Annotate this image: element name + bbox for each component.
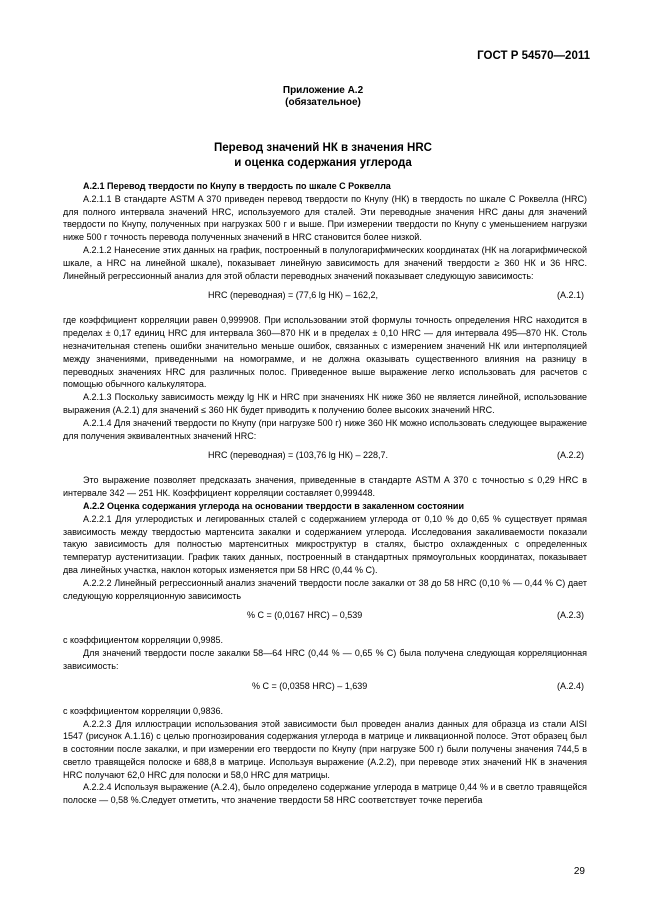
equation-formula: % C = (0,0358 HRC) – 1,639 [252,680,368,691]
equation-formula: HRC (переводная) = (77,6 lg НК) – 162,2, [208,290,379,301]
paragraph: А.2.1.1 В стандарте ASTM A 370 приведен перевод твердости по Кнупу (НК) в твердость по шкале С Роквелла (HRC) для полного интервала значений HRC, используемого для сталей. Эти переводные значения HRC даны для значений твердости по Кнупу, полученных при нагрузках 500 г и выше. При измерении твердости по Кнупу с уменьшением нагрузки ниже 500 г точность перевода полученных значений в HRC становится более низкой. [63,193,587,243]
section-heading-a22: А.2.2 Оценка содержания углерода на основании твердости в закаленном состоянии [83,500,464,511]
title-line-1: Перевод значений НК в значения HRC [214,142,432,154]
paragraph: где коэффициент корреляции равен 0,999908. При использовании этой формулы точность определения HRC находится в пределах ± 0,17 единиц HRC для интервала 360—870 НК и в пределах ± 0,10 HRC — для интервала 495—870 НК. Столь незначительная степень ошибки значительно меньше ошибок, связанных с измерением значений НК или интерполяцией между значениями, приведенными на номограмме, и не должна оказывать существенного влияния на разницу в переводных значениях HRC для различных полос. Приведенное выше выражение легко использовать для расчетов с помощью обычного калькулятора. [63,315,587,390]
paragraph: А.2.2.1 Для углеродистых и легированных сталей с содержанием углерода от 0,10 % до 0,65 % существует прямая зависимость между твердостью мартенсита закалки и содержанием углерода. Исследования закаливаемости показали такую зависимость для полностью мартенситных микроструктур в сталях, быстро охлажденных с определенных температур аустенитизации. График таких данных, построенный в стандартных прямоугольных координатах, показывает два линейных участка, наклон которых изменяется при 58 HRC (0,44 % С). [63,513,587,575]
paragraph: А.2.1.2 Нанесение этих данных на график, построенный в полулогарифмических координатах (НК на логарифмической шкале, а HRC на линейной шкале), показывает линейную зависимость для значений твердости ≥ 360 НК и 36 HRC. Линейный регрессионный анализ для этой области переводных значений показывает следующую зависимость: [63,244,587,281]
paragraph: Для значений твердости после закалки 58—64 HRC (0,44 % — 0,65 % С) была получена следующая корреляционная зависимость: [63,648,587,671]
paragraph: А.2.1.3 Поскольку зависимость между lg НК и HRC при значениях НК ниже 360 не является линейной, использование выражения (А.2.1) для значений ≤ 360 НК будет приводить к получению более высоких значений HRC. [63,392,587,415]
equation-a22 [63,449,587,462]
paragraph: с коэффициентом корреляции 0,9836. [63,705,223,716]
equation-number: (А.2.1) [556,290,584,301]
standard-header: ГОСТ Р 54570—2011 [477,50,590,62]
equation-number: (А.2.2) [556,450,584,461]
equation-a24 [63,680,587,693]
paragraph: А.2.2.4 Используя выражение (А.2.4), было определено содержание углерода в матрице 0,44 % и в светло травящейся полоске — 0,58 %.Следует отметить, что значение твердости 58 HRC соответствует точке перегиба [63,782,587,806]
body-text [63,180,587,807]
equation-formula: % C = (0,0167 HRC) – 0,539 [247,610,363,621]
equation-number: (А.2.4) [556,680,584,691]
appendix-label: Приложение А.2 [282,85,364,96]
equation-a23 [63,609,587,622]
equation-a21 [63,289,587,302]
page-number: 29 [573,866,585,877]
paragraph: А.2.2.3 Для иллюстрации использования этой зависимости был проведен анализ данных для образца из стали AISI 1547 (рисунок А.1.16) с целью прогнозирования содержания углерода в матрице и ликвационной полосе. Этот образец был в состоянии после закалки, и при измерении его твердости по Кнупу (при нагрузке 500 г) были получены значения 744,5 в светло травящейся полоске и 688,8 в матрице. Используя выражение (А.2.2), при переводе этих значений НК в значения HRC получают 62,0 HRC для полоски и 58,0 HRC для матрицы. [63,718,587,780]
paragraph: А.2.2.2 Линейный регрессионный анализ значений твердости после закалки от 38 до 58 HRC (0,10 % — 0,44 % С) дает следующую корреляционную зависимость [63,577,587,601]
paragraph: Это выражение позволяет предсказать значения, приведенные в стандарте ASTM A 370 с точностью ≤ 0,29 HRC в интервале 342 — 251 НК. Коэффициент корреляции составляет 0,999448. [63,475,587,499]
equation-formula: HRC (переводная) = (103,76 lg НК) – 228,7. [208,450,389,461]
title-line-2: и оценка содержания углерода [234,157,412,169]
paragraph: с коэффициентом корреляции 0,9985. [63,635,223,646]
appendix-status: (обязательное) [285,97,361,108]
section-heading-a21: А.2.1 Перевод твердости по Кнупу в твердость по шкале С Роквелла [83,181,391,191]
equation-number: (А.2.3) [556,610,584,621]
paragraph: А.2.1.4 Для значений твердости по Кнупу (при нагрузке 500 г) ниже 360 НК можно использовать следующее выражение для получения эквивалентных значений HRC: [63,417,587,441]
